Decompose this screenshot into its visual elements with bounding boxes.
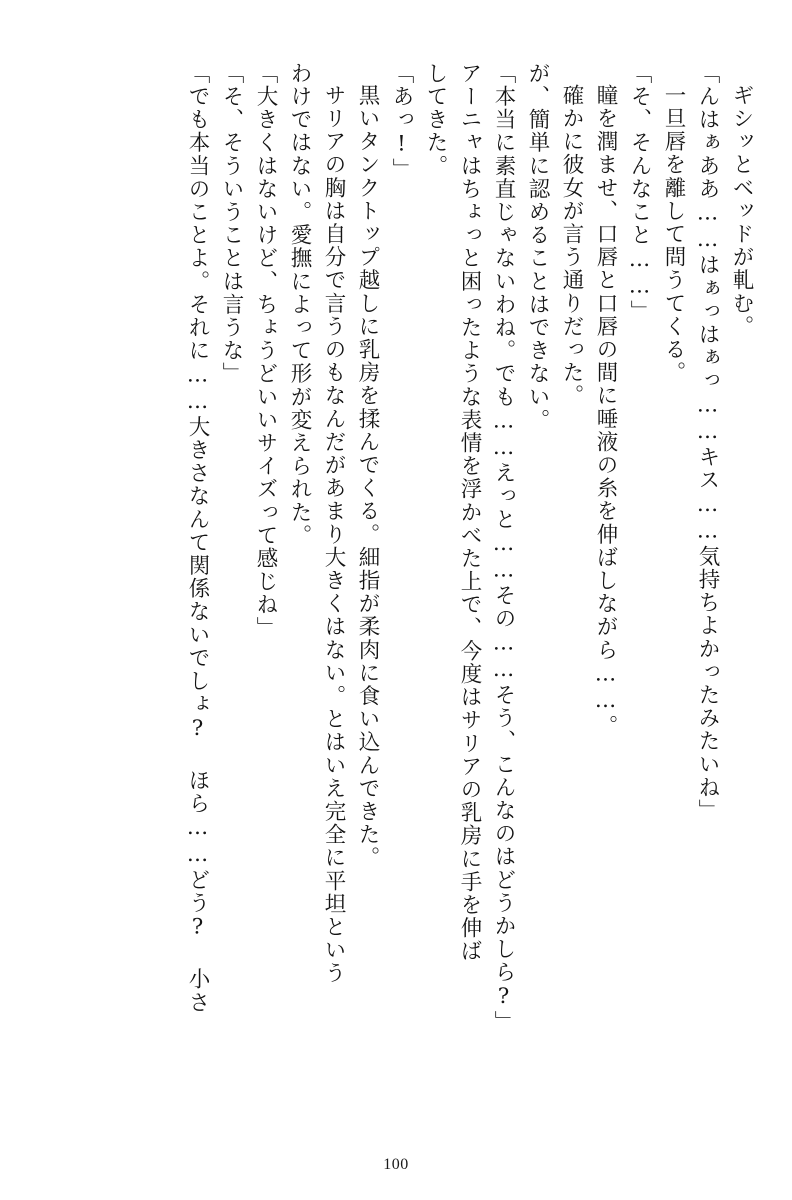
text-line: 「本当に素直じゃないわね。でも……えっと……その……そう、こんなのはどうかしら?」 <box>491 62 516 1034</box>
text-line: ギシッとベッドが軋む。 <box>729 84 754 339</box>
text-line: アーニャはちょっと困ったような表情を浮かべた上で、今度はサリアの乳房に手を伸ば <box>457 62 482 963</box>
text-line: 一旦唇を離して問うてくる。 <box>661 84 686 385</box>
page-number: 100 <box>383 1156 409 1173</box>
text-line: 「大きくはないけど、ちょうどいいサイズって感じね」 <box>253 62 278 640</box>
text-line: が、簡単に認めることはできない。 <box>525 62 550 432</box>
text-line: 「でも本当のことよ。それに……大きさなんて関係ないでしょ? ほら……どう? 小さ <box>185 62 210 1014</box>
text-line: 黒いタンクトップ越しに乳房を揉んでくる。細指が柔肉に食い込んできた。 <box>355 84 380 870</box>
text-line: 「そ、そういうことは言うな」 <box>219 62 244 386</box>
text-line: わけではない。愛撫によって形が変えられた。 <box>287 62 312 548</box>
text-line: 「あっ!」 <box>389 62 414 181</box>
text-line: 「んはぁああ……はぁっはぁっ……キス……気持ちよかったみたいね」 <box>695 62 720 823</box>
text-line: してきた。 <box>423 62 448 178</box>
text-line: 瞳を潤ませ、口唇と口唇の間に唾液の糸を伸ばしながら……。 <box>593 84 618 738</box>
text-line: サリアの胸は自分で言うのもなんだがあまり大きくはない。とはいえ完全に平坦という <box>321 84 346 985</box>
text-line: 確かに彼女が言う通りだった。 <box>559 84 584 408</box>
text-line: 「そ、そんなこと……」 <box>627 62 652 324</box>
vertical-text-block <box>40 62 752 1140</box>
